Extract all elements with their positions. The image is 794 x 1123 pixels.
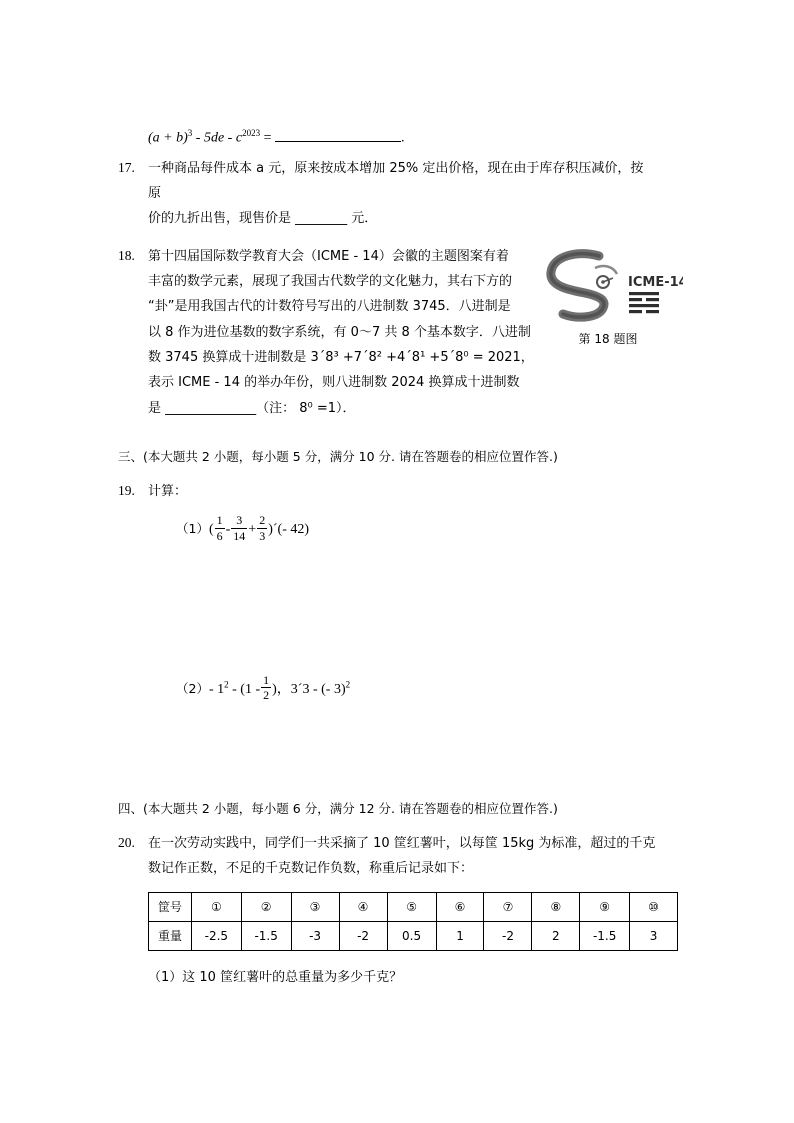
basket-id-5: ⑤ bbox=[387, 892, 436, 921]
icme-emblem-icon bbox=[533, 248, 683, 326]
question-19-part-2 bbox=[176, 674, 678, 703]
table-header-weight: 重量 bbox=[149, 921, 192, 950]
basket-id-3: ③ bbox=[291, 892, 339, 921]
q19-frac3-denominator: 3 bbox=[259, 529, 266, 544]
q19-part2-fraction bbox=[261, 674, 271, 703]
question-18-line-1: 第十四届国际数学教育大会（ICME - 14）会徽的主题图案有着 bbox=[148, 248, 509, 264]
question-18-figure-caption: 第 18 题图 bbox=[578, 331, 638, 346]
question-20-line-1: 在一次劳动实践中，同学们一共采摘了 10 筐红薯叶，以每筐 15kg 为标准，超过的千克 bbox=[148, 835, 656, 851]
question-20-sub-1: （1）这 10 筐红薯叶的总重量为多少千克？ bbox=[148, 969, 403, 985]
question-19 bbox=[118, 479, 678, 781]
q16-minus-2: - bbox=[227, 130, 233, 146]
section-three-text: (本大题共 2 小题，每小题 5 分，满分 10 分. 请在答题卷的相应位置作答.) bbox=[143, 449, 558, 465]
weight-4: -2 bbox=[339, 921, 387, 950]
q19-part2-close: ) bbox=[272, 681, 277, 697]
q19-part1-op1: - bbox=[225, 522, 231, 538]
table-header-basket-no: 筐号 bbox=[149, 892, 192, 921]
question-17-line-1: 一种商品每件成本 a 元，原来按成本增加 25% 定出价格，现在由于库存积压减价，按原 bbox=[148, 160, 644, 201]
section-three-label: 三、 bbox=[118, 449, 144, 465]
q19-part2-lead: - 1 bbox=[208, 681, 225, 697]
q16-expr-b: 5de bbox=[203, 130, 225, 146]
q19-frac1-denominator: 6 bbox=[216, 529, 223, 544]
weight-3: -3 bbox=[291, 921, 339, 950]
q19-part2-lead-exponent: 2 bbox=[224, 679, 229, 690]
section-four-label: 四、 bbox=[118, 800, 144, 816]
question-18-line-4: 以 8 作为进位基数的数字系统，有 0～7 共 8 个基本数字．八进制 bbox=[148, 324, 531, 340]
q19-part1-label: （1） bbox=[176, 521, 209, 537]
basket-id-9: ⑨ bbox=[580, 892, 630, 921]
q19-part1-open: ( bbox=[208, 522, 214, 538]
basket-id-7: ⑦ bbox=[484, 892, 532, 921]
q19-part2-comma: ， bbox=[276, 681, 291, 697]
icme-emblem-label: ICME-14 bbox=[628, 274, 683, 290]
q16-expr-a: (a + b) bbox=[148, 130, 188, 146]
question-18-number: 18. bbox=[118, 247, 135, 263]
weight-9: -1.5 bbox=[580, 921, 630, 950]
question-18-figure bbox=[528, 248, 688, 347]
weight-7: -2 bbox=[484, 921, 532, 950]
q19-frac3-numerator: 2 bbox=[259, 513, 266, 528]
q16-answer-blank[interactable] bbox=[275, 141, 401, 142]
q19-part2-minus: - bbox=[232, 681, 237, 697]
weight-10: 3 bbox=[630, 921, 678, 950]
question-16-tail-expression bbox=[148, 128, 678, 147]
q16-equals: = bbox=[263, 130, 272, 146]
question-18-line-3: “卦”是用我国古代的计数符号写出的八进制数 3745．八进制是 bbox=[148, 299, 511, 315]
question-18-line-6: 表示 ICME - 14 的举办年份，则八进制数 2024 换算成十进制数 bbox=[148, 375, 520, 391]
weight-2: -1.5 bbox=[241, 921, 291, 950]
q19-part2-tail: (- 3) bbox=[321, 681, 346, 697]
q19-frac2-denominator: 14 bbox=[233, 529, 246, 544]
question-17-line-2: 价的九折出售，现售价是 ________ 元． bbox=[148, 211, 378, 227]
q19-part2-label: （2） bbox=[176, 680, 209, 696]
q19-part1-times: ´ bbox=[272, 522, 278, 538]
basket-id-8: ⑧ bbox=[532, 892, 580, 921]
question-19-number: 19. bbox=[118, 483, 135, 499]
q19-part2-times: 3´ bbox=[290, 681, 303, 697]
q19-fraction-3 bbox=[257, 514, 267, 543]
q19-fraction-2 bbox=[231, 514, 247, 543]
question-20-table-wrapper bbox=[148, 892, 678, 951]
q19-part2-frac-numerator: 1 bbox=[263, 672, 270, 687]
q19-part2-tail-exponent: 2 bbox=[345, 679, 351, 690]
weight-6: 1 bbox=[436, 921, 484, 950]
q19-frac2-numerator: 3 bbox=[236, 513, 243, 528]
q19-part2-three: 3 bbox=[302, 681, 310, 697]
question-19-prompt: 计算： bbox=[148, 484, 188, 500]
icme-emblem-svg bbox=[533, 248, 683, 326]
basket-id-10: ⑩ bbox=[630, 892, 678, 921]
table-row-weights bbox=[149, 921, 678, 950]
q19-part2-minus-2: - bbox=[312, 681, 318, 697]
question-20-line-2: 数记作正数，不足的千克数记作负数，称重后记录如下： bbox=[148, 861, 474, 877]
question-20-number: 20. bbox=[118, 834, 135, 850]
weight-1: -2.5 bbox=[191, 921, 241, 950]
q16-period: . bbox=[400, 130, 405, 146]
basket-id-6: ⑥ bbox=[436, 892, 484, 921]
q16-expr-c-exponent: 2023 bbox=[242, 128, 261, 138]
page-content bbox=[118, 128, 683, 990]
question-19-part-1-answer-space bbox=[118, 544, 678, 664]
q16-minus-1: - bbox=[195, 130, 201, 146]
basket-id-2: ② bbox=[241, 892, 291, 921]
question-19-part-1 bbox=[176, 514, 678, 543]
question-18 bbox=[118, 244, 683, 421]
q19-frac1-numerator: 1 bbox=[216, 513, 223, 528]
q19-fraction-1 bbox=[215, 514, 225, 543]
question-17 bbox=[118, 156, 678, 232]
basket-id-4: ④ bbox=[339, 892, 387, 921]
basket-id-1: ① bbox=[191, 892, 241, 921]
section-four-header bbox=[118, 799, 678, 817]
weight-8: 2 bbox=[532, 921, 580, 950]
question-18-line-2: 丰富的数学元素，展现了我国古代数学的文化魅力，其右下方的 bbox=[148, 274, 513, 290]
q19-part1-close: ) bbox=[268, 522, 273, 538]
question-20 bbox=[118, 831, 678, 990]
section-four-text: (本大题共 2 小题，每小题 6 分，满分 12 分. 请在答题卷的相应位置作答.) bbox=[143, 800, 558, 816]
question-17-number: 17. bbox=[118, 159, 135, 175]
weights-table bbox=[148, 892, 678, 951]
q19-part2-frac-denominator: 2 bbox=[263, 688, 270, 703]
q19-part2-open: (1 - bbox=[240, 681, 261, 697]
section-three-header bbox=[118, 447, 678, 465]
question-19-part-2-answer-space bbox=[118, 703, 678, 781]
weight-5: 0.5 bbox=[387, 921, 436, 950]
q16-expr-c: c bbox=[235, 130, 243, 146]
q19-part1-op2: + bbox=[248, 522, 257, 538]
table-row-ids bbox=[149, 892, 678, 921]
q16-expr-a-exponent: 3 bbox=[187, 128, 193, 138]
question-18-line-5: 数 3745 换算成十进制数是 3´8³ +7´8² +4´8¹ +5´8⁰ = 2021， bbox=[148, 350, 534, 366]
question-18-line-7: 是 ______________（注： 8⁰ =1）． bbox=[148, 400, 356, 416]
q19-part1-tail: (- 42) bbox=[277, 522, 310, 538]
